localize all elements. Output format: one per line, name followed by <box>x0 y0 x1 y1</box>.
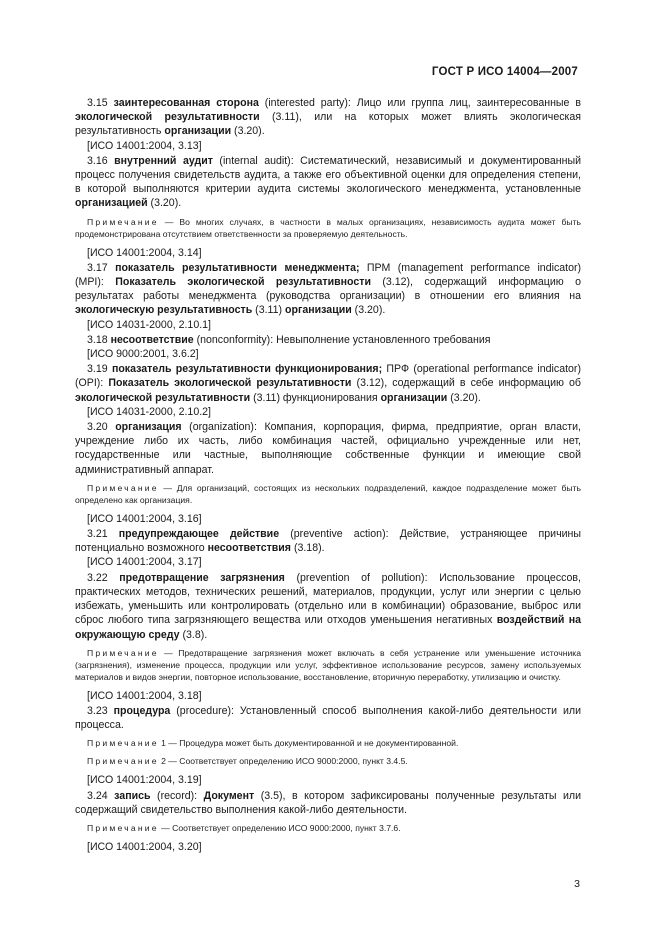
definition-paragraph <box>75 571 581 642</box>
term-text: предупреждающее действие <box>118 528 280 541</box>
note-text: — Соответствует определению ИСО 9000:2000, пункт 3.7.6. <box>158 822 401 833</box>
note-text: — Предотвращение загрязнения может включать в себя устранение или уменьшение источника (загрязнения), изменение процесса, продукции или услуг, эффективное использование ресурсов, замену используемых материалов и видов энергии, повторное использование, восстановление, вторичную переработку, утилизацию и очистку. <box>75 647 581 682</box>
definition-text: (internal audit): Систематический, независимый и документированный процесс получения свидетельств аудита, а также его объективной оценки для определения степени, в которой выполняются критерии аудита системы экологического менеджмента, установленные <box>75 154 581 196</box>
source-reference: [ИСО 14001:2004, 3.17] <box>87 556 202 569</box>
term-text: Показатель экологической результативности <box>115 276 371 289</box>
term-text: организации <box>164 125 232 138</box>
definition-text: (record): <box>150 789 204 802</box>
term-text: экологическую результативность <box>75 304 253 317</box>
definition-text: 3.23 <box>87 704 114 717</box>
definition-text: (procedure): Установленный способ выполнения какой-либо деятельности или процесса. <box>75 704 581 732</box>
definition-text: 3.15 <box>87 97 114 109</box>
definition-paragraph <box>75 261 581 318</box>
term-text: Показатель экологической результативности <box>108 377 352 390</box>
term-text: несоответствия <box>207 542 291 555</box>
definition-text: (interested party): Лицо или группа лиц, заинтересованные в <box>258 97 581 109</box>
term-text: воздействий на окружающую среду <box>75 614 581 641</box>
definition-text: (3.20). <box>231 125 265 138</box>
definition-text: 3.22 <box>87 571 120 584</box>
term-text: организацией <box>75 197 148 210</box>
definition-text: (3.12), содержащий информацию о результатах работы менеджмента (руководства организации) в отношении его влияния на <box>75 276 581 303</box>
definition-text: 3.20 <box>87 421 116 434</box>
source-reference: [ИСО 14001:2004, 3.19] <box>87 774 202 787</box>
term-text: экологической результативности <box>75 111 260 124</box>
note-label: Примечание <box>87 738 159 749</box>
term-text: организация <box>115 421 182 434</box>
page-header: ГОСТ Р ИСО 14004—2007 <box>431 66 578 78</box>
definition-text: 3.18 <box>87 333 111 346</box>
definition-text: 3.16 <box>87 154 115 167</box>
term-text: заинтересованная сторона <box>113 97 259 109</box>
term-text: несоответствие <box>110 333 194 346</box>
note-label: Примечание <box>87 482 159 493</box>
note-text: — Во многих случаях, в частности в малых организациях, независимость аудита может быть продемонстрирована отсутствием ответственности за проверяемую деятельность. <box>75 216 581 239</box>
term-text: внутренний аудит <box>114 154 213 167</box>
definition-text: (3.11) функционирования <box>250 391 381 404</box>
definition-text: (3.5), в котором зафиксированы полученные результаты или содержащий свидетельство выполнения какой-либо деятельности. <box>75 789 582 816</box>
note-text: — Для организаций, состоящих из нескольких подразделений, каждое подразделение может быть определено как организация. <box>75 482 581 505</box>
note-label: Примечание <box>87 647 159 658</box>
term-text: процедура <box>113 704 171 717</box>
term-text: Документ <box>203 789 255 802</box>
term-text: показатель результативности функционирования; <box>111 363 383 376</box>
definition-paragraph <box>75 154 581 211</box>
definition-paragraph <box>75 362 581 405</box>
note-paragraph <box>75 822 581 834</box>
source-reference: [ИСО 14001:2004, 3.20] <box>87 840 202 853</box>
term-text: организации <box>380 391 448 404</box>
term-text: предотвращение загрязнения <box>119 571 285 584</box>
source-reference: [ИСО 14001:2004, 3.16] <box>87 512 202 525</box>
term-text: запись <box>114 789 151 802</box>
definition-text: 3.21 <box>87 528 119 541</box>
page-number: 3 <box>574 878 580 890</box>
source-reference: [ИСО 14031-2000, 2.10.1] <box>87 318 211 331</box>
note-paragraph <box>75 482 581 506</box>
term-text: организации <box>285 304 352 317</box>
definition-text: (3.12), содержащий в себе информацию об <box>351 377 582 390</box>
note-paragraph <box>75 755 581 767</box>
note-label: Примечание <box>87 756 159 767</box>
definition-text: 3.17 <box>87 261 116 274</box>
definition-paragraph <box>75 704 581 732</box>
definition-text: (3.11) <box>252 304 286 317</box>
term-text: экологической результативности <box>75 391 251 404</box>
definition-text: ПРМ (management performance indicator) (MPI): <box>75 261 582 289</box>
definition-text: (prevention of pollution): Использование процессов, практических методов, технических решений, материалов, продукции, услуг или энергии с целью избежать, уменьшить или контролировать (отдельно или в комбинации) образование, выброс или сброс любого типа загрязняющего вещества или отходов уменьшения негативных <box>75 571 581 627</box>
note-label: Примечание <box>87 216 159 227</box>
definition-paragraph <box>75 527 581 555</box>
source-reference: [ИСО 9000:2001, 3.6.2] <box>87 348 199 361</box>
definition-paragraph <box>75 420 581 477</box>
definition-text: (3.11), или на которых может влиять экологическая результативность <box>75 111 582 138</box>
definition-paragraph <box>75 96 581 139</box>
definition-text: (3.20). <box>351 304 386 317</box>
definition-text: (3.18). <box>291 542 325 555</box>
definition-paragraph <box>75 789 581 817</box>
definition-text: ПРФ (operational performance indicator)(OPI): <box>75 363 581 390</box>
definition-paragraph <box>75 333 581 347</box>
note-text: 2 — Соответствует определению ИСО 9000:2000, пункт 3.4.5. <box>158 756 408 767</box>
note-paragraph <box>75 216 581 240</box>
definition-text: (3.20). <box>147 197 182 210</box>
definition-text: (nonconformity): Невыполнение установленного требования <box>193 333 491 346</box>
source-reference: [ИСО 14001:2004, 3.14] <box>87 246 202 259</box>
term-text: показатель результативности менеджмента; <box>115 261 360 274</box>
definition-text: (3.20). <box>447 391 481 404</box>
note-paragraph <box>75 737 581 749</box>
source-reference: [ИСО 14001:2004, 3.18] <box>87 689 202 702</box>
definition-text: (organization): Компания, корпорация, фирма, предприятие, орган власти, учреждение либо их часть, либо комбинация частей, официально учрежденные или нет, государственные или частные, выполняющие собственные функции и имеющие свой административный аппарат. <box>75 421 582 476</box>
definition-text: 3.19 <box>87 363 112 376</box>
source-reference: [ИСО 14031-2000, 2.10.2] <box>87 405 211 418</box>
note-label: Примечание <box>87 822 159 833</box>
source-reference: [ИСО 14001:2004, 3.13] <box>87 139 202 152</box>
definition-text: 3.24 <box>87 789 115 802</box>
note-text: 1 — Процедура может быть документированной и не документированной. <box>158 738 459 749</box>
definition-text: (3.8). <box>179 628 208 641</box>
document-body <box>75 96 581 855</box>
definition-text: (preventive action): Действие, устраняющее причины потенциально возможного <box>75 528 581 555</box>
note-paragraph <box>75 647 581 683</box>
